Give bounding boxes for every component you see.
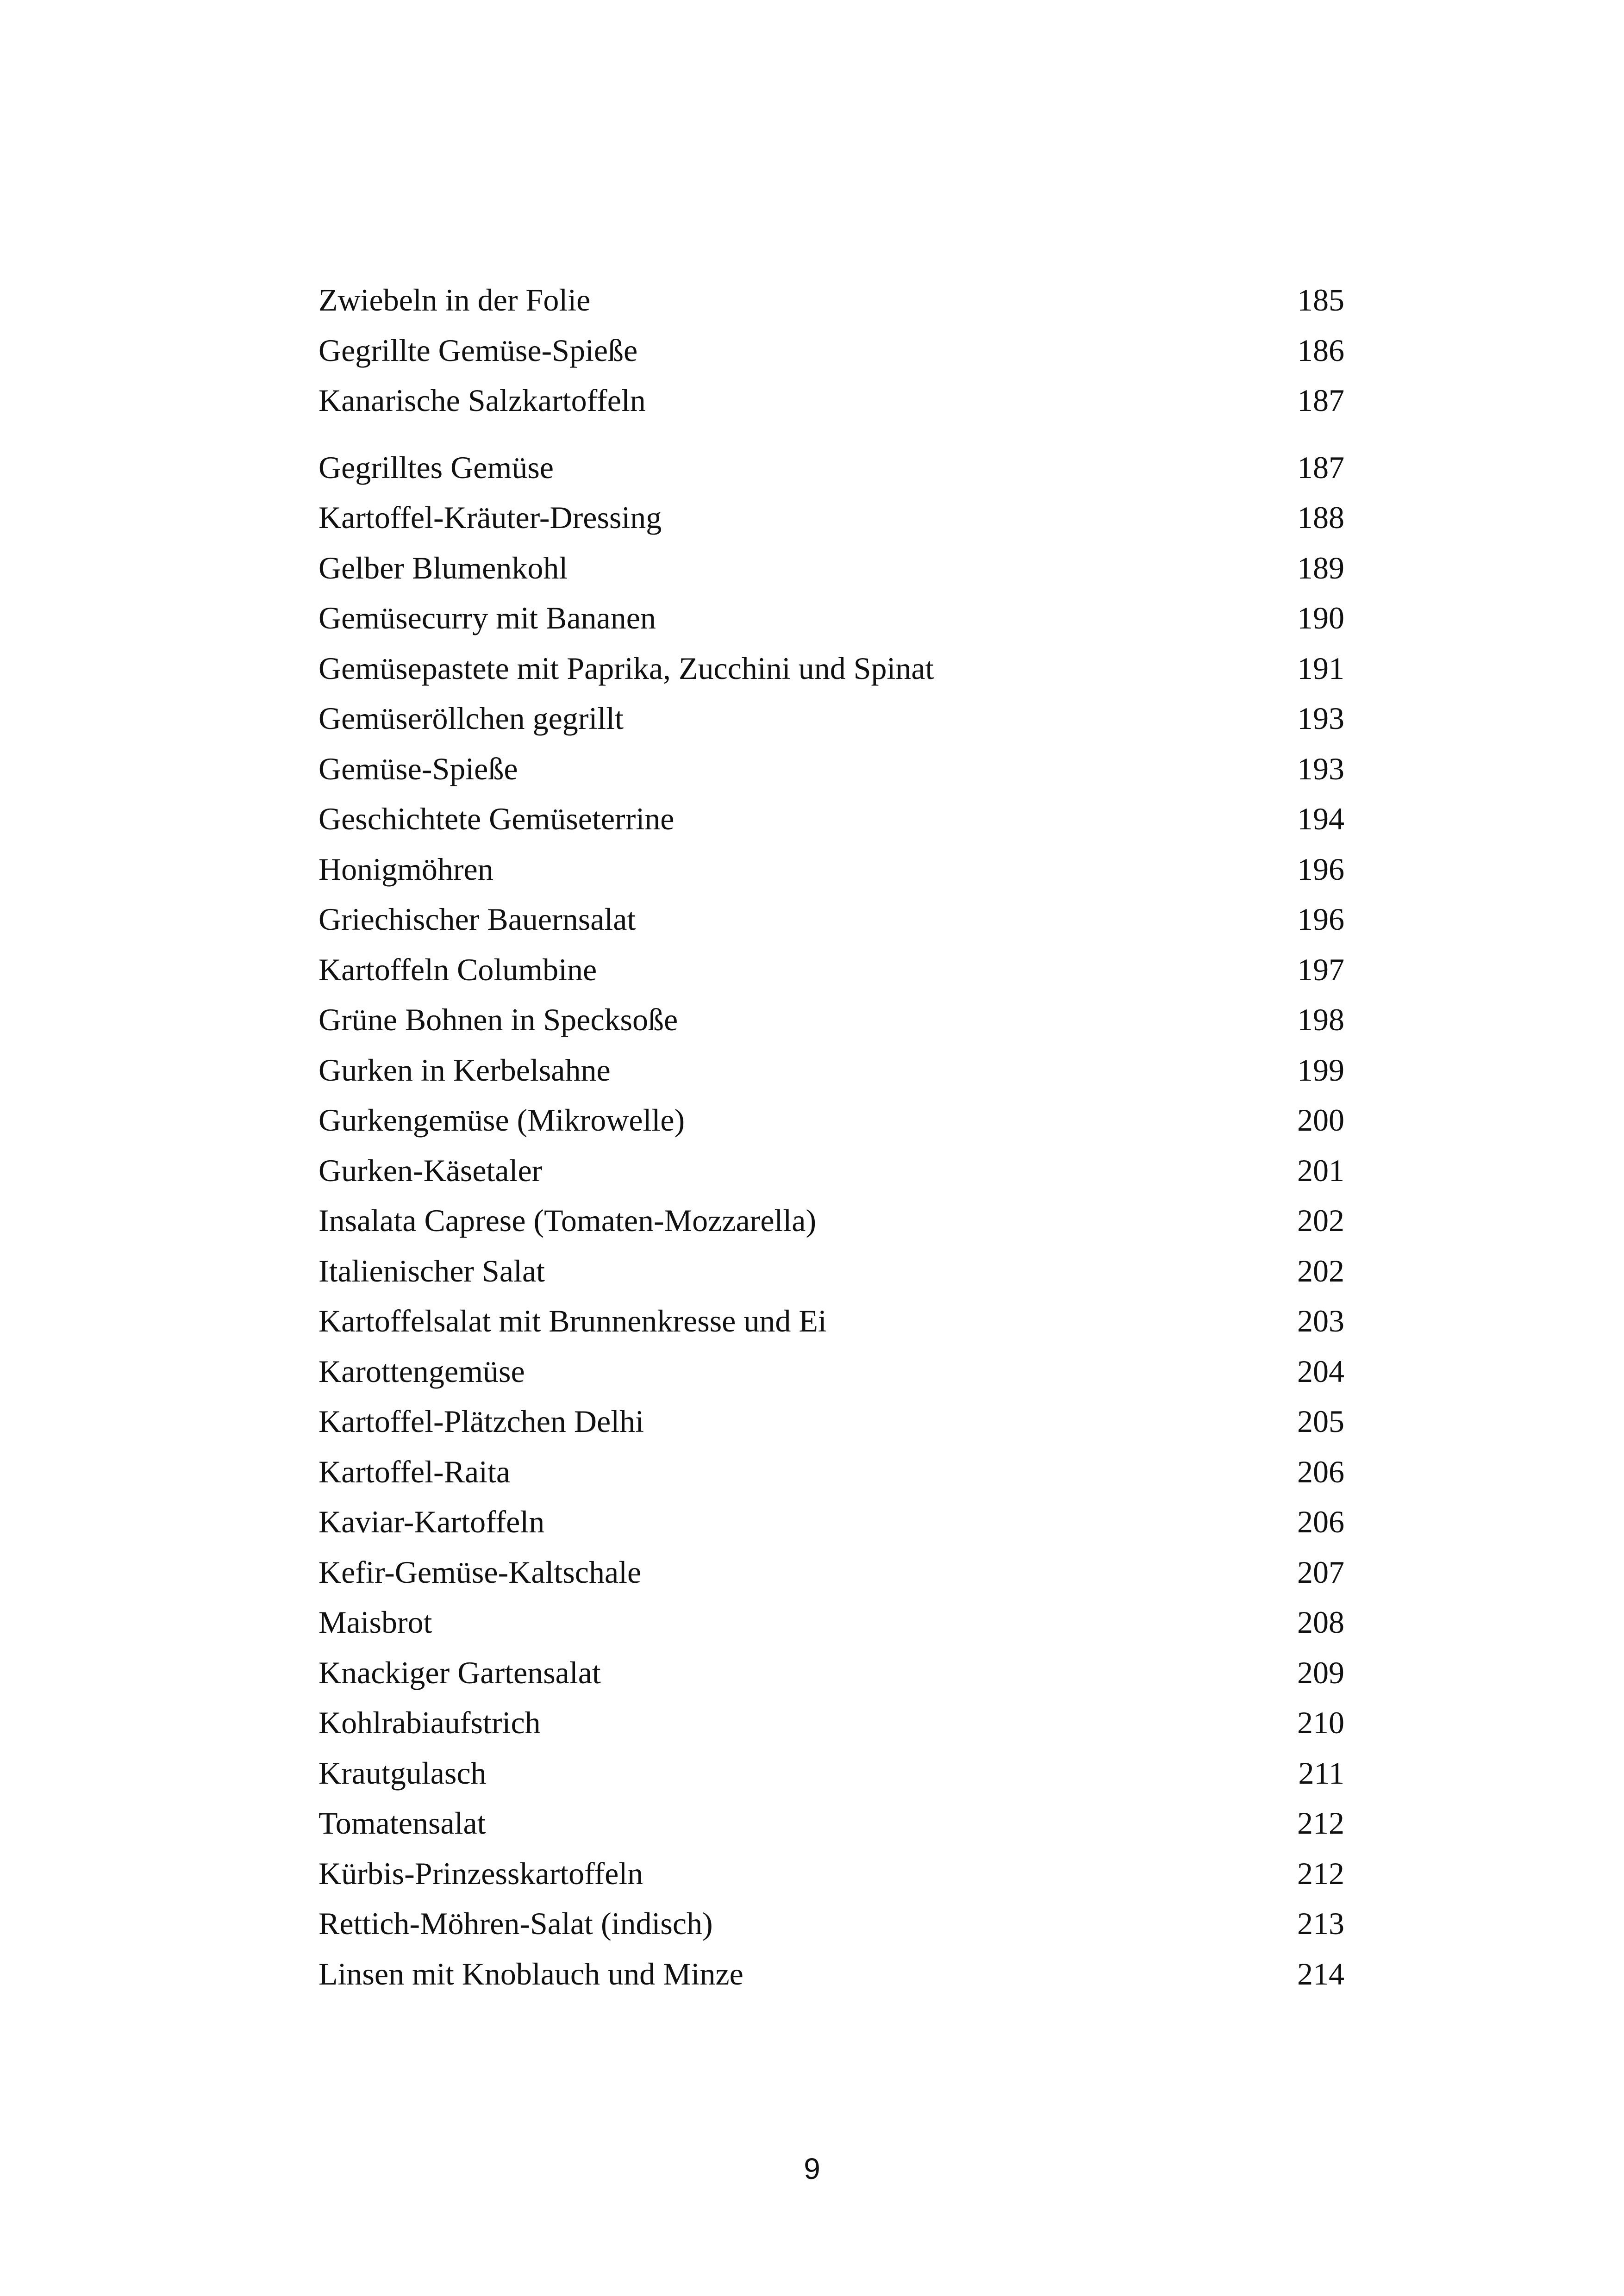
toc-entry-page: 206	[1297, 1504, 1344, 1539]
toc-entry	[319, 744, 1344, 794]
toc-entry-page: 202	[1297, 1203, 1344, 1238]
toc-entry	[319, 945, 1344, 995]
toc-entry-page: 202	[1297, 1253, 1344, 1288]
toc-entry	[319, 1095, 1344, 1145]
toc-entry-title: Kartoffel-Plätzchen Delhi	[319, 1404, 644, 1439]
toc-entry	[319, 492, 1344, 543]
toc-entry-page: 189	[1297, 550, 1344, 585]
toc-entry-title: Gemüse-Spieße	[319, 751, 518, 786]
toc-entry	[319, 1949, 1344, 1999]
toc-entry	[319, 693, 1344, 744]
toc-entry-page: 188	[1297, 500, 1344, 535]
toc-entry-page: 197	[1297, 952, 1344, 987]
toc-entry-title: Knackiger Gartensalat	[319, 1655, 601, 1690]
toc-entry-page: 214	[1297, 1956, 1344, 1991]
toc-entry	[319, 1346, 1344, 1397]
toc-entry-page: 206	[1297, 1454, 1344, 1489]
toc-entry-title: Tomatensalat	[319, 1805, 486, 1841]
toc-entry-title: Geschichtete Gemüseterrine	[319, 801, 675, 836]
toc-entry-title: Krautgulasch	[319, 1755, 487, 1791]
toc-entry-title: Kanarische Salzkartoffeln	[319, 383, 646, 418]
toc-entry-title: Linsen mit Knoblauch und Minze	[319, 1956, 743, 1991]
toc-entry	[319, 1145, 1344, 1196]
toc-entry	[319, 1296, 1344, 1346]
toc-entry	[319, 844, 1344, 895]
toc-entry-title: Zwiebeln in der Folie	[319, 282, 591, 317]
table-of-contents	[319, 275, 1344, 1999]
toc-entry	[319, 1898, 1344, 1949]
toc-entry-page: 204	[1297, 1353, 1344, 1389]
toc-entry	[319, 1497, 1344, 1547]
toc-entry-page: 209	[1297, 1655, 1344, 1690]
toc-entry	[319, 1246, 1344, 1296]
toc-entry-page: 212	[1297, 1805, 1344, 1841]
toc-entry-title: Gegrilltes Gemüse	[319, 449, 554, 485]
toc-entry-title: Gelber Blumenkohl	[319, 550, 568, 585]
toc-entry	[319, 794, 1344, 844]
toc-entry-title: Gemüseröllchen gegrillt	[319, 701, 624, 736]
toc-entry-title: Insalata Caprese (Tomaten-Mozzarella)	[319, 1203, 817, 1238]
toc-entry-page: 203	[1297, 1303, 1344, 1338]
toc-entry	[319, 375, 1344, 426]
toc-entry-page: 187	[1297, 449, 1344, 485]
toc-entry-page: 201	[1297, 1152, 1344, 1188]
toc-entry-title: Kartoffel-Raita	[319, 1454, 511, 1489]
toc-entry-title: Gurken in Kerbelsahne	[319, 1052, 611, 1088]
toc-entry-title: Italienischer Salat	[319, 1253, 545, 1288]
toc-entry-title: Gemüsepastete mit Paprika, Zucchini und Spinat	[319, 650, 934, 686]
toc-entry-page: 196	[1297, 902, 1344, 937]
toc-entry	[319, 325, 1344, 376]
toc-entry-title: Kartoffelsalat mit Brunnenkresse und Ei	[319, 1303, 827, 1338]
toc-entry-page: 185	[1297, 282, 1344, 317]
toc-entry-title: Gurkengemüse (Mikrowelle)	[319, 1102, 685, 1138]
toc-entry-page: 191	[1297, 650, 1344, 686]
toc-entry-page: 205	[1297, 1404, 1344, 1439]
toc-entry-page: 196	[1297, 851, 1344, 887]
toc-entry-title: Gegrillte Gemüse-Spieße	[319, 332, 638, 368]
toc-entry	[319, 275, 1344, 325]
toc-entry-title: Gurken-Käsetaler	[319, 1152, 543, 1188]
toc-entry	[319, 894, 1344, 945]
toc-entry	[319, 1447, 1344, 1497]
toc-entry-page: 210	[1297, 1705, 1344, 1740]
toc-entry-title: Kürbis-Prinzesskartoffeln	[319, 1855, 643, 1891]
page-number: 9	[804, 2152, 820, 2185]
toc-entry-title: Kohlrabiaufstrich	[319, 1705, 541, 1740]
toc-entry-page: 198	[1297, 1002, 1344, 1037]
toc-entry-title: Kartoffel-Kräuter-Dressing	[319, 500, 662, 535]
toc-entry-title: Rettich-Möhren-Salat (indisch)	[319, 1906, 713, 1941]
toc-entry-title: Maisbrot	[319, 1605, 432, 1640]
toc-entry	[319, 1848, 1344, 1899]
toc-entry-title: Griechischer Bauernsalat	[319, 902, 636, 937]
toc-entry	[319, 1798, 1344, 1848]
toc-entry-title: Kaviar-Kartoffeln	[319, 1504, 545, 1539]
toc-entry-title: Kefir-Gemüse-Kaltschale	[319, 1554, 642, 1590]
toc-entry-page: 190	[1297, 600, 1344, 635]
toc-entry	[319, 442, 1344, 493]
toc-entry	[319, 643, 1344, 694]
toc-entry-page: 187	[1297, 383, 1344, 418]
toc-entry	[319, 1698, 1344, 1748]
toc-entry-page: 193	[1297, 751, 1344, 786]
toc-entry-page: 200	[1297, 1102, 1344, 1138]
toc-entry-page: 208	[1297, 1605, 1344, 1640]
toc-entry	[319, 995, 1344, 1045]
toc-entry-title: Grüne Bohnen in Specksoße	[319, 1002, 678, 1037]
toc-entry	[319, 593, 1344, 643]
toc-entry-title: Karottengemüse	[319, 1353, 525, 1389]
toc-entry	[319, 1195, 1344, 1246]
toc-entry-page: 207	[1297, 1554, 1344, 1590]
toc-entry-page: 194	[1297, 801, 1344, 836]
toc-entry-title: Gemüsecurry mit Bananen	[319, 600, 656, 635]
toc-entry-page: 186	[1297, 332, 1344, 368]
toc-entry-page: 193	[1297, 701, 1344, 736]
toc-entry-title: Honigmöhren	[319, 851, 493, 887]
toc-entry-page: 213	[1297, 1906, 1344, 1941]
toc-entry	[319, 1748, 1344, 1798]
toc-entry-page: 212	[1297, 1855, 1344, 1891]
toc-entry	[319, 1648, 1344, 1698]
toc-entry-title: Kartoffeln Columbine	[319, 952, 597, 987]
toc-entry	[319, 1597, 1344, 1648]
toc-entry-page: 199	[1297, 1052, 1344, 1088]
toc-entry	[319, 1547, 1344, 1598]
toc-entry	[319, 1396, 1344, 1447]
toc-entry	[319, 543, 1344, 593]
toc-entry-page: 211	[1298, 1755, 1344, 1791]
toc-entry	[319, 1045, 1344, 1095]
